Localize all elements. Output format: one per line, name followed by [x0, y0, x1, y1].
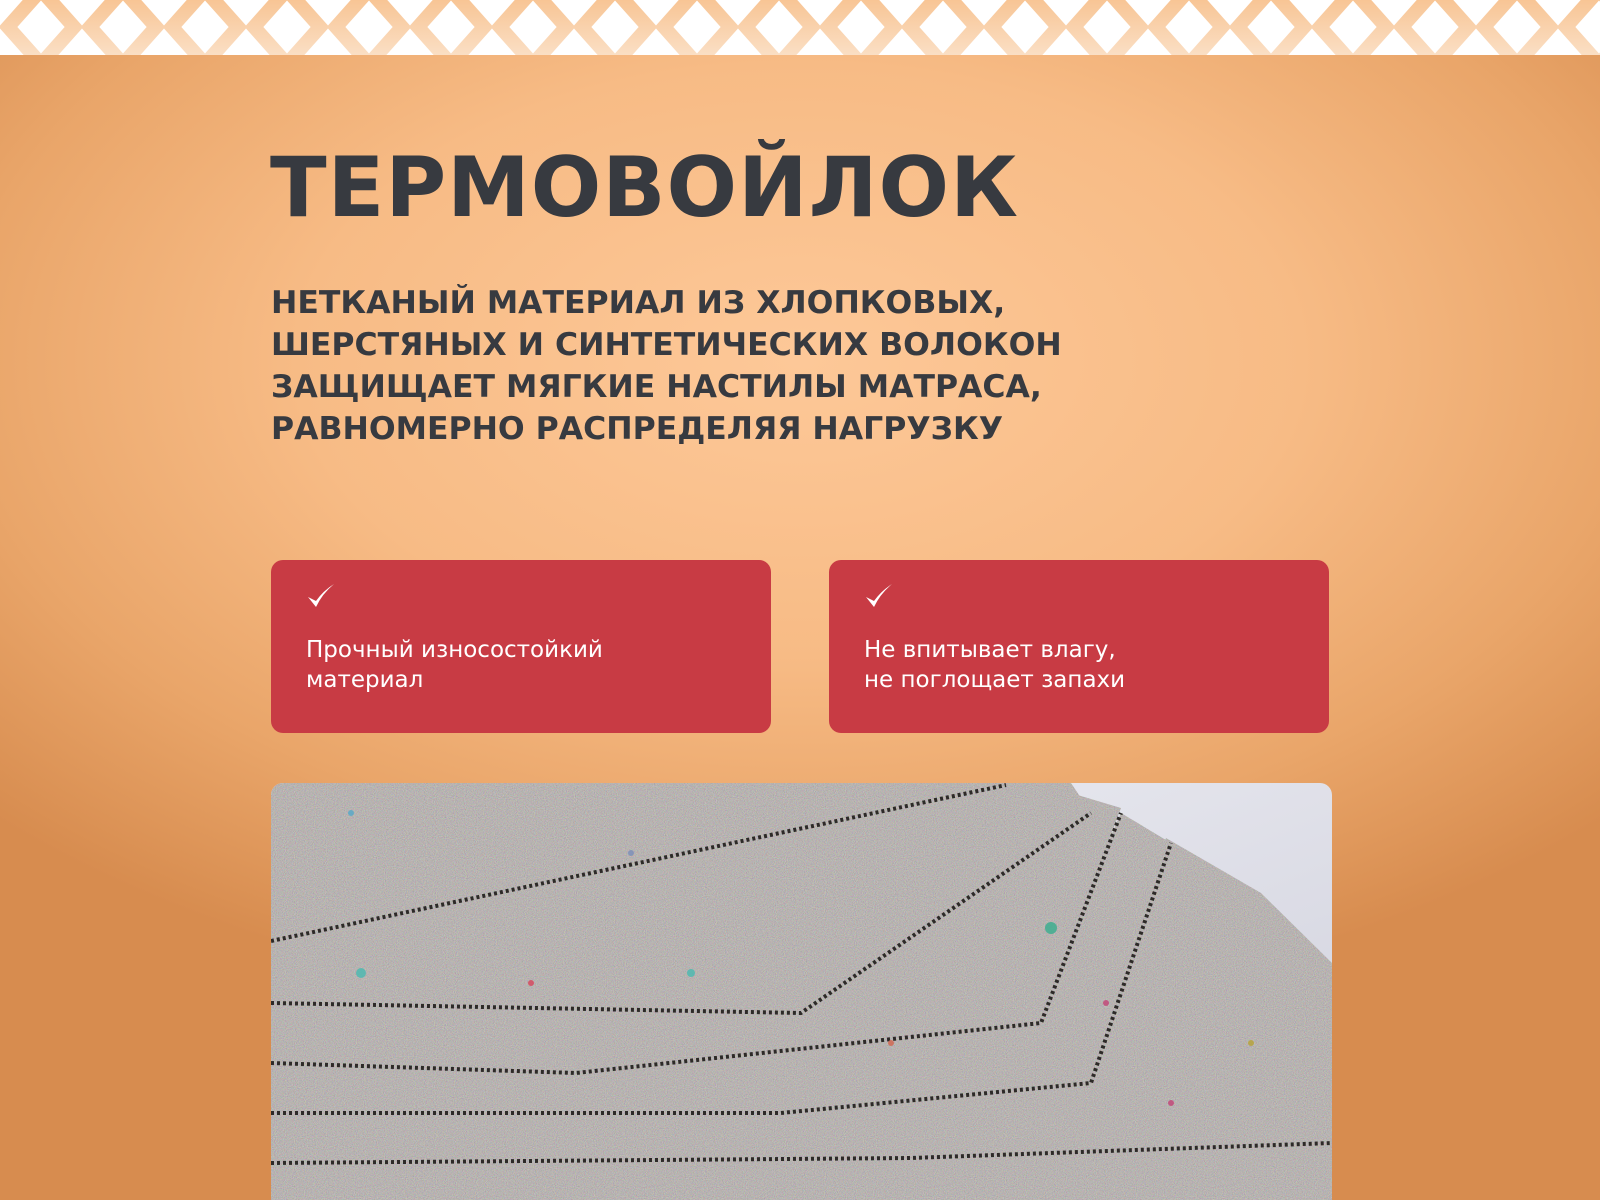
checkmark-icon [304, 580, 338, 614]
subtitle-line: РАВНОМЕРНО РАСПРЕДЕЛЯЯ НАГРУЗКУ [271, 411, 1004, 447]
feature-card-moisture [829, 560, 1329, 733]
feature-text-line: Не впитывает влагу, [864, 637, 1116, 663]
feature-text [306, 635, 746, 695]
subtitle-line: НЕТКАНЫЙ МАТЕРИАЛ ИЗ ХЛОПКОВЫХ, [271, 285, 1006, 321]
subtitle-line: ЗАЩИЩАЕТ МЯГКИЕ НАСТИЛЫ МАТРАСА, [271, 369, 1042, 405]
felt-sheets-photo [271, 783, 1332, 1200]
feature-text-line: материал [306, 667, 424, 693]
subtitle-line: ШЕРСТЯНЫХ И СИНТЕТИЧЕСКИХ ВОЛОКОН [271, 327, 1062, 363]
feature-text-line: Прочный износостойкий [306, 637, 603, 663]
page-title: ТЕРМОВОЙЛОК [270, 139, 1019, 236]
page-subtitle [271, 282, 1171, 450]
checkmark-icon [862, 580, 896, 614]
feature-text [864, 635, 1304, 695]
feature-card-durable [271, 560, 771, 733]
decorative-top-pattern [0, 0, 1600, 55]
feature-text-line: не поглощает запахи [864, 667, 1126, 693]
